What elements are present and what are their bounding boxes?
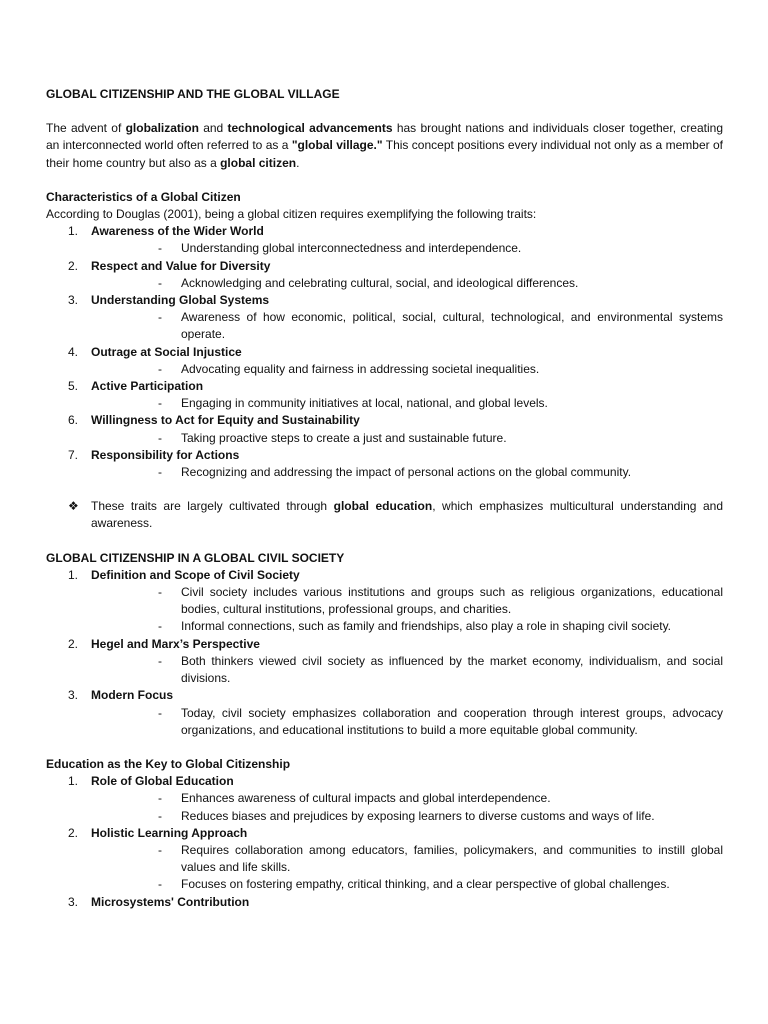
bullet-list	[46, 309, 723, 343]
bullet-text: Civil society includes various institutions and groups such as religious organizations, educational bodies, cultural institutions, professional groups, and charities.	[181, 585, 723, 617]
list-number: 2.	[68, 825, 79, 840]
list-item-heading: Modern Focus	[91, 688, 174, 703]
list-item-heading: Holistic Learning Approach	[91, 825, 248, 840]
list-item	[46, 894, 723, 911]
list-item-heading: Microsystems' Contribution	[91, 894, 250, 909]
dash-bullet-icon: -	[158, 791, 162, 806]
bullet-list	[46, 464, 723, 481]
dash-bullet-icon: -	[158, 808, 162, 823]
bullet-item	[46, 361, 723, 378]
bullet-list	[46, 395, 723, 412]
bullet-text: Both thinkers viewed civil society as influenced by the market economy, individualism, and social divisions.	[181, 653, 723, 686]
dash-bullet-icon: -	[158, 653, 162, 668]
list-number: 5.	[68, 379, 79, 394]
bullet-item	[46, 240, 723, 257]
characteristics-list	[46, 223, 723, 481]
dash-bullet-icon: -	[158, 430, 162, 445]
list-number: 6.	[68, 413, 79, 428]
list-number: 1.	[68, 224, 79, 239]
bullet-item	[46, 464, 723, 481]
document-page	[46, 86, 723, 911]
bullet-list	[46, 584, 723, 636]
education-list	[46, 773, 723, 911]
bullet-item	[46, 618, 723, 635]
list-number: 2.	[68, 636, 79, 651]
list-item	[46, 412, 723, 429]
list-item-heading: Hegel and Marx’s Perspective	[91, 636, 260, 651]
bullet-list	[46, 361, 723, 378]
bullet-text: Reduces biases and prejudices by exposing learners to diverse customs and ways of life.	[181, 808, 655, 823]
dash-bullet-icon: -	[158, 585, 162, 600]
list-item	[46, 258, 723, 275]
dash-bullet-icon: -	[158, 310, 162, 325]
list-item	[46, 292, 723, 309]
list-item-heading: Respect and Value for Diversity	[91, 258, 271, 273]
bullet-item	[46, 309, 723, 343]
list-number: 1.	[68, 774, 79, 789]
bullet-text: Enhances awareness of cultural impacts and global interdependence.	[181, 791, 551, 806]
bullet-item	[46, 876, 723, 893]
list-item-heading: Definition and Scope of Civil Society	[91, 567, 300, 582]
bullet-list	[46, 430, 723, 447]
education-heading: Education as the Key to Global Citizenship	[46, 756, 291, 771]
bullet-text: Advocating equality and fairness in addressing societal inequalities.	[181, 361, 540, 376]
list-number: 3.	[68, 293, 79, 308]
bullet-item	[46, 705, 723, 739]
bullet-item	[46, 808, 723, 825]
bullet-text: Informal connections, such as family and friendships, also play a role in shaping civil society.	[181, 619, 672, 634]
dash-bullet-icon: -	[158, 241, 162, 256]
bullet-list	[46, 790, 723, 824]
intro-paragraph: The advent of globalization and technological advancements has brought nations and individuals closer together, creating an interconnected world often referred to as a "global village." This concept positions every individual not only as a member of their home country but also as a global citizen.	[46, 121, 724, 170]
bullet-list	[46, 842, 723, 894]
dash-bullet-icon: -	[158, 842, 162, 857]
list-item	[46, 773, 723, 790]
bullet-list	[46, 653, 723, 687]
list-item	[46, 567, 723, 584]
list-item-heading: Responsibility for Actions	[91, 447, 240, 462]
civil-society-heading: GLOBAL CITIZENSHIP IN A GLOBAL CIVIL SOCIETY	[46, 550, 345, 565]
bullet-list	[46, 275, 723, 292]
bullet-item	[46, 653, 723, 687]
dash-bullet-icon: -	[158, 465, 162, 480]
dash-bullet-icon: -	[158, 877, 162, 892]
document-title: GLOBAL CITIZENSHIP AND THE GLOBAL VILLAGE	[46, 87, 340, 101]
bullet-item	[46, 790, 723, 807]
dash-bullet-icon: -	[158, 705, 162, 720]
list-item	[46, 344, 723, 361]
list-item	[46, 378, 723, 395]
diamond-bullet-icon: ❖	[68, 499, 79, 514]
dash-bullet-icon: -	[158, 275, 162, 290]
list-number: 7.	[68, 447, 79, 462]
bullet-text: Requires collaboration among educators, families, policymakers, and communities to instill global values and life skills.	[181, 842, 723, 875]
bullet-text: Taking proactive steps to create a just and sustainable future.	[181, 430, 507, 445]
bullet-text: Engaging in community initiatives at local, national, and global levels.	[181, 396, 548, 411]
list-item-heading: Outrage at Social Injustice	[91, 344, 242, 359]
bullet-text: Today, civil society emphasizes collaboration and cooperation through interest groups, advocacy organizations, and educational institutions to build a more equitable global community.	[181, 705, 723, 737]
list-number: 3.	[68, 688, 79, 703]
bullet-text: Acknowledging and celebrating cultural, social, and ideological differences.	[181, 275, 579, 290]
bullet-list	[46, 705, 723, 739]
bullet-text: Focuses on fostering empathy, critical thinking, and a clear perspective of global challenges.	[181, 877, 670, 892]
bullet-item	[46, 430, 723, 447]
list-item	[46, 825, 723, 842]
list-item-heading: Understanding Global Systems	[91, 293, 270, 308]
list-item-heading: Active Participation	[91, 379, 204, 394]
characteristics-heading: Characteristics of a Global Citizen	[46, 189, 241, 204]
list-item	[46, 687, 723, 704]
civil-society-list	[46, 567, 723, 739]
characteristics-lead: According to Douglas (2001), being a global citizen requires exemplifying the following traits:	[46, 207, 537, 222]
bullet-text: Awareness of how economic, political, social, cultural, technological, and environmental systems operate.	[181, 310, 723, 342]
list-item	[46, 636, 723, 653]
list-item	[46, 447, 723, 464]
list-item	[46, 223, 723, 240]
bullet-text: Understanding global interconnectedness and interdependence.	[181, 241, 522, 256]
bullet-list	[46, 240, 723, 257]
dash-bullet-icon: -	[158, 361, 162, 376]
list-number: 3.	[68, 894, 79, 909]
list-number: 1.	[68, 567, 79, 582]
list-item-heading: Awareness of the Wider World	[91, 224, 264, 239]
bullet-item	[46, 842, 723, 876]
global-education-note: ❖ These traits are largely cultivated through global education, which emphasizes multicultural understanding and awareness.	[68, 499, 723, 531]
bullet-item	[46, 275, 723, 292]
list-item-heading: Role of Global Education	[91, 774, 234, 789]
list-number: 4.	[68, 344, 79, 359]
bullet-item	[46, 395, 723, 412]
dash-bullet-icon: -	[158, 619, 162, 634]
bullet-text: Recognizing and addressing the impact of personal actions on the global community.	[181, 465, 632, 480]
list-number: 2.	[68, 258, 79, 273]
bullet-item	[46, 584, 723, 618]
dash-bullet-icon: -	[158, 396, 162, 411]
list-item-heading: Willingness to Act for Equity and Sustainability	[91, 413, 360, 428]
